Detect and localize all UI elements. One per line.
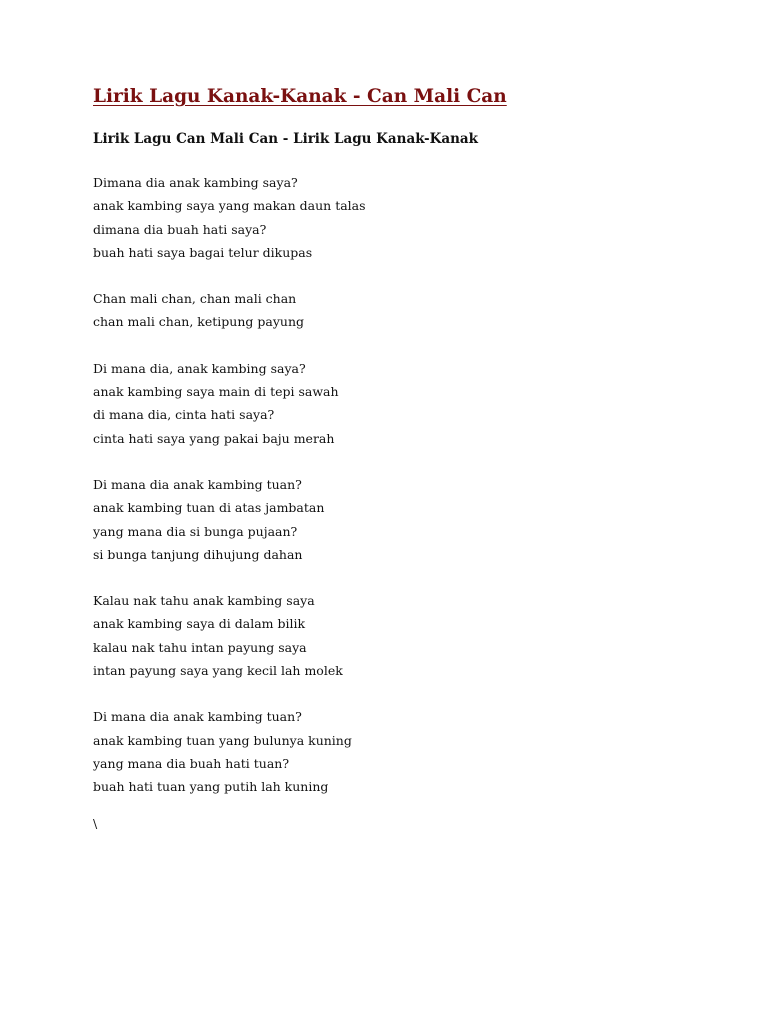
lyric-line: kalau nak tahu intan payung saya <box>93 639 307 655</box>
lyrics-body <box>93 171 728 799</box>
lyric-line: cinta hati saya yang pakai baju merah <box>93 430 335 446</box>
lyric-line: yang mana dia si bunga pujaan? <box>93 523 298 539</box>
lyric-line: buah hati tuan yang putih lah kuning <box>93 779 329 795</box>
lyric-line: anak kambing saya di dalam bilik <box>93 616 306 632</box>
trailing-backslash: \ <box>93 815 98 831</box>
stanza <box>93 171 728 264</box>
lyric-line: chan mali chan, ketipung payung <box>93 314 304 330</box>
lyric-line: intan payung saya yang kecil lah molek <box>93 663 343 679</box>
lyric-line: anak kambing saya yang makan daun talas <box>93 198 366 214</box>
lyric-line: anak kambing tuan di atas jambatan <box>93 500 325 516</box>
lyric-line: yang mana dia buah hati tuan? <box>93 755 290 771</box>
stanza <box>93 473 728 566</box>
page-subtitle: Lirik Lagu Can Mali Can - Lirik Lagu Kanak-Kanak <box>93 131 479 147</box>
lyric-line: dimana dia buah hati saya? <box>93 221 267 237</box>
stanza <box>93 287 728 334</box>
stanza <box>93 589 728 682</box>
lyric-line: Di mana dia anak kambing tuan? <box>93 476 302 492</box>
lyric-line: Chan mali chan, chan mali chan <box>93 291 297 307</box>
lyric-line: anak kambing saya main di tepi sawah <box>93 384 339 400</box>
lyric-line: anak kambing tuan yang bulunya kuning <box>93 732 352 748</box>
lyric-line: Di mana dia anak kambing tuan? <box>93 709 302 725</box>
stanza <box>93 357 728 450</box>
lyric-line: si bunga tanjung dihujung dahan <box>93 546 303 562</box>
lyric-line: buah hati saya bagai telur dikupas <box>93 244 313 260</box>
stanza <box>93 705 728 798</box>
lyric-line: Di mana dia, anak kambing saya? <box>93 360 306 376</box>
lyric-line: di mana dia, cinta hati saya? <box>93 407 275 423</box>
lyric-line: Dimana dia anak kambing saya? <box>93 175 298 190</box>
page-title-link[interactable]: Lirik Lagu Kanak-Kanak - Can Mali Can <box>93 86 507 107</box>
lyric-line: Kalau nak tahu anak kambing saya <box>93 593 315 609</box>
